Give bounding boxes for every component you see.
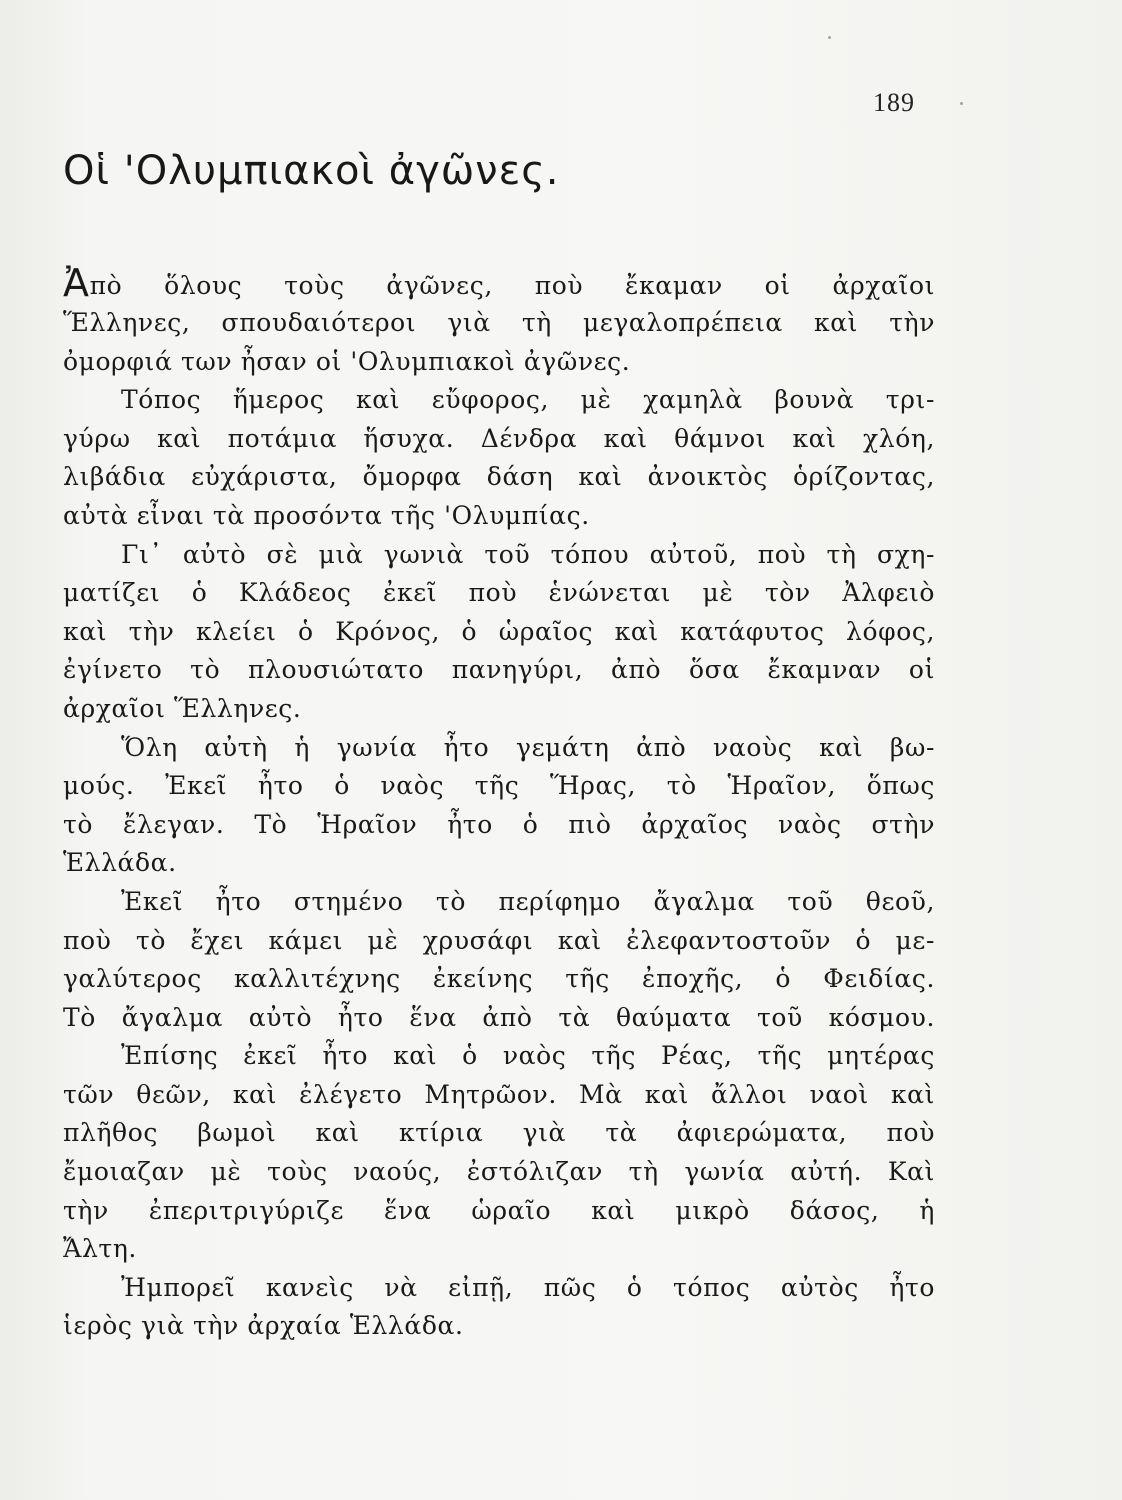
paragraph (63, 262, 935, 381)
text-line: Ἄλτη. (63, 1234, 137, 1264)
paragraph (63, 1037, 935, 1269)
text-line: γύρω καὶ ποτάμια ἥσυχα. Δένδρα καὶ θάμνοι καὶ χλόη, (63, 423, 935, 453)
text-line: Τόπος ἥμερος καὶ εὔφορος, μὲ χαμηλὰ βουνὰ τρι- (121, 385, 935, 415)
paragraph (63, 536, 935, 729)
paragraph (63, 883, 935, 1037)
scan-speck (960, 102, 963, 105)
text-line: ἀρχαῖοι Ἕλληνες. (63, 693, 302, 723)
body-text (63, 262, 935, 1346)
text-line: Ἑλλάδα. (63, 848, 177, 878)
text-line: τῶν θεῶν, καὶ ἐλέγετο Μητρῶον. Μὰ καὶ ἄλλοι ναοὶ καὶ (63, 1079, 935, 1109)
text-line: ἔμοιαζαν μὲ τοὺς ναούς, ἐστόλιζαν τὴ γωνία αὐτή. Καὶ (63, 1157, 935, 1187)
text-line: μούς. Ἐκεῖ ἦτο ὁ ναὸς τῆς Ἥρας, τὸ Ἡραῖον, ὅπως (63, 771, 935, 801)
paragraph (63, 381, 935, 535)
text-line: αὐτὰ εἶναι τὰ προσόντα τῆς 'Ολυμπίας. (63, 500, 590, 530)
text-line: πλῆθος βωμοὶ καὶ κτίρια γιὰ τὰ ἀφιερώματα, ποὺ (63, 1118, 935, 1148)
text-line: ἐγίνετο τὸ πλουσιώτατο πανηγύρι, ἀπὸ ὅσα ἔκαμναν οἱ (63, 655, 935, 685)
text-line: ἱερὸς γιὰ τὴν ἀρχαία Ἑλλάδα. (63, 1311, 464, 1341)
text-line: ὀμορφιά των ἦσαν οἱ 'Ολυμπιακοὶ ἀγῶνες. (63, 346, 631, 376)
text-line: Τὸ ἄγαλμα αὐτὸ ἦτο ἕνα ἀπὸ τὰ θαύματα τοῦ κόσμου. (63, 1002, 935, 1032)
text-line: ποὺ τὸ ἔχει κάμει μὲ χρυσάφι καὶ ἐλεφαντοστοῦν ὁ με- (63, 925, 935, 955)
text-line: Ἕλληνες, σπουδαιότεροι γιὰ τὴ μεγαλοπρέπεια καὶ τὴν (63, 308, 935, 337)
text-line: γαλύτερος καλλιτέχνης ἐκείνης τῆς ἐποχῆς, ὁ Φειδίας. (63, 964, 935, 994)
text-line: Γι᾿ αὐτὸ σὲ μιὰ γωνιὰ τοῦ τόπου αὐτοῦ, ποὺ τὴ σχη- (121, 539, 935, 569)
text-line: λιβάδια εὐχάριστα, ὄμορφα δάση καὶ ἀνοικτὸς ὁρίζοντας, (63, 462, 935, 492)
text-line: Ἐκεῖ ἦτο στημένο τὸ περίφημο ἄγαλμα τοῦ θεοῦ, (121, 886, 935, 916)
text-line (63, 262, 935, 304)
drop-cap: Ἀ (63, 261, 90, 305)
paragraph (63, 729, 935, 883)
chapter-title: Οἱ 'Ολυμπιακοὶ ἀγῶνες. (63, 148, 560, 194)
text-line-rest: πὸ ὅλους τοὺς ἀγῶνες, ποὺ ἔκαμαν οἱ ἀρχαῖοι (89, 271, 935, 300)
text-line: Ἠμπορεῖ κανεὶς νὰ εἰπῇ, πῶς ὁ τόπος αὐτὸς ἦτο (121, 1272, 935, 1302)
text-line: Ὅλη αὐτὴ ἡ γωνία ἦτο γεμάτη ἀπὸ ναοὺς καὶ βω- (121, 732, 935, 762)
scan-speck (828, 36, 831, 39)
text-line: ματίζει ὁ Κλάδεος ἐκεῖ ποὺ ἑνώνεται μὲ τὸν Ἀλφειὸ (63, 578, 935, 608)
paragraph (63, 1269, 935, 1346)
text-line: τὸ ἔλεγαν. Τὸ Ἡραῖον ἦτο ὁ πιὸ ἀρχαῖος ναὸς στὴν (63, 809, 935, 839)
page-number: 189 (873, 88, 915, 117)
text-line: Ἐπίσης ἐκεῖ ἦτο καὶ ὁ ναὸς τῆς Ρέας, τῆς μητέρας (121, 1041, 935, 1071)
text-line: καὶ τὴν κλείει ὁ Κρόνος, ὁ ὡραῖος καὶ κατάφυτος λόφος, (63, 616, 935, 646)
text-line: τὴν ἐπεριτριγύριζε ἕνα ὡραῖο καὶ μικρὸ δάσος, ἡ (63, 1195, 935, 1225)
